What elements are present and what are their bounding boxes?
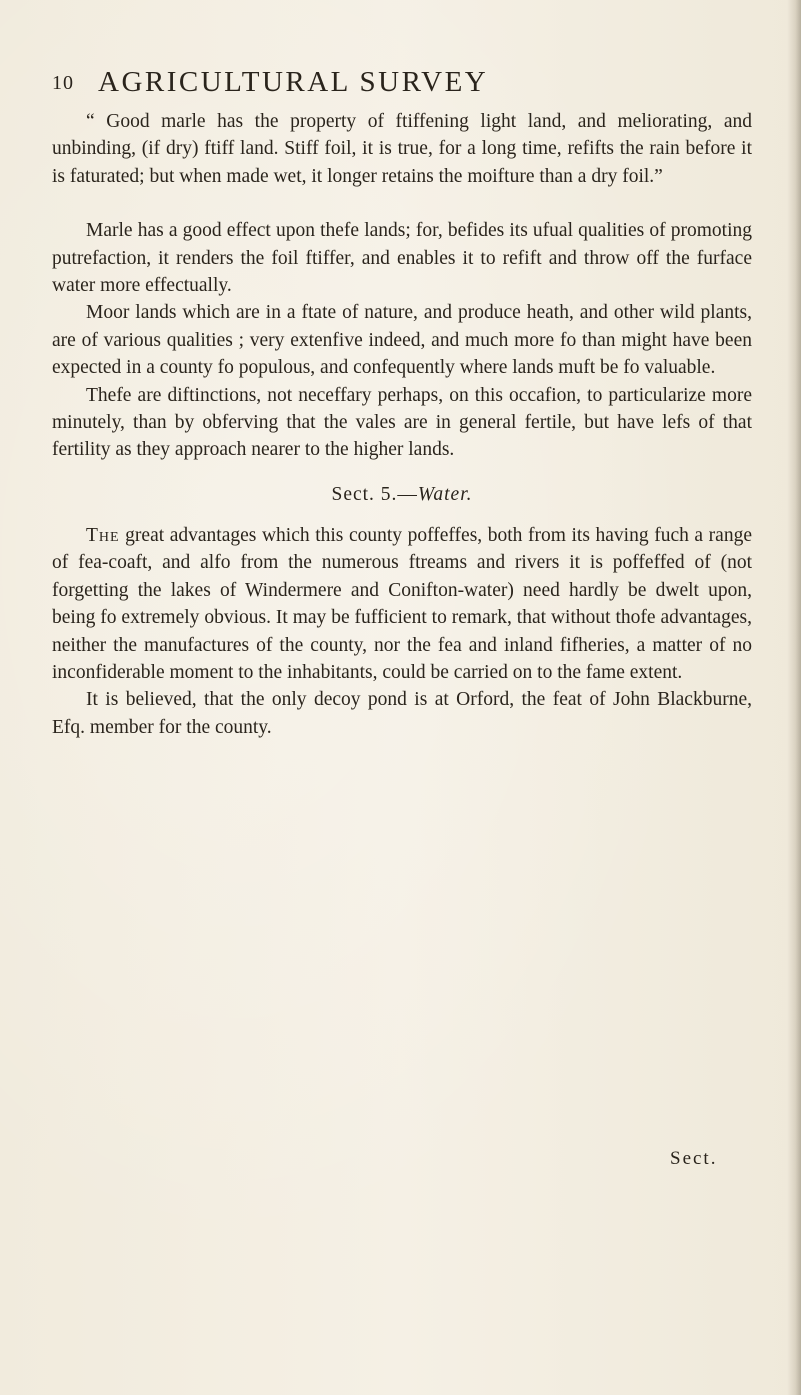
paragraph-first-word: The: [86, 524, 120, 546]
paragraph-water-advantages: [52, 522, 752, 686]
paragraph-distinctions: Thefe are diftinctions, not neceffary perhaps, on this occafion, to particularize more minutely, than by obferving that the vales are in general fertile, but have lefs of that fertility as they approach nearer to the higher lands.: [52, 384, 752, 461]
paragraph-decoy-pond: It is believed, that the only decoy pond is at Orford, the feat of John Blackburne, Efq. member for the county.: [52, 689, 752, 738]
page-header: [52, 66, 742, 102]
section-number: Sect. 5.—: [331, 483, 418, 505]
body-text: [52, 108, 752, 741]
paragraph-water-advantages-text: great advantages which this county poffeffes, both from its having fuch a range of fea-coaft, and alfo from the numerous ftreams and rivers it is poffeffed of (not forgetting the lakes of Windermere and Conifton-water) need hardly be dwelt upon, being fo extremely obvious. It may be fufficient to remark, that without thofe advantages, neither the manufactures of the county, nor the fea and inland fifheries, a matter of no inconfiderable moment to the inhabitants, could be carried on to the fame extent.: [52, 524, 752, 683]
page-number: 10: [52, 72, 74, 94]
section-title: Water.: [417, 483, 473, 505]
paragraph-moor-lands: Moor lands which are in a ftate of nature, and produce heath, and other wild plants, are of various qualities ; very extenfive indeed, and much more fo than might have been expected in a county fo populous, and confequently where lands muft be fo valuable.: [52, 302, 752, 379]
paragraph-quote: “ Good marle has the property of ftiffening light land, and meliorating, and unbinding, (if dry) ftiff land. Stiff foil, it is true, for a long time, refifts the rain before it is faturated; but when made wet, it longer retains the moifture than a dry foil.”: [52, 111, 752, 187]
page-edge-shadow: [787, 0, 801, 1395]
running-head: AGRICULTURAL SURVEY: [98, 66, 489, 98]
section-heading: [52, 481, 752, 509]
paragraph-marle: Marle has a good effect upon thefe lands; for, befides its ufual qualities of promoting putrefaction, it renders the foil ftiffer, and enables it to refift and throw off the furface water more effectually.: [52, 220, 752, 297]
catchword: Sect.: [670, 1148, 718, 1169]
